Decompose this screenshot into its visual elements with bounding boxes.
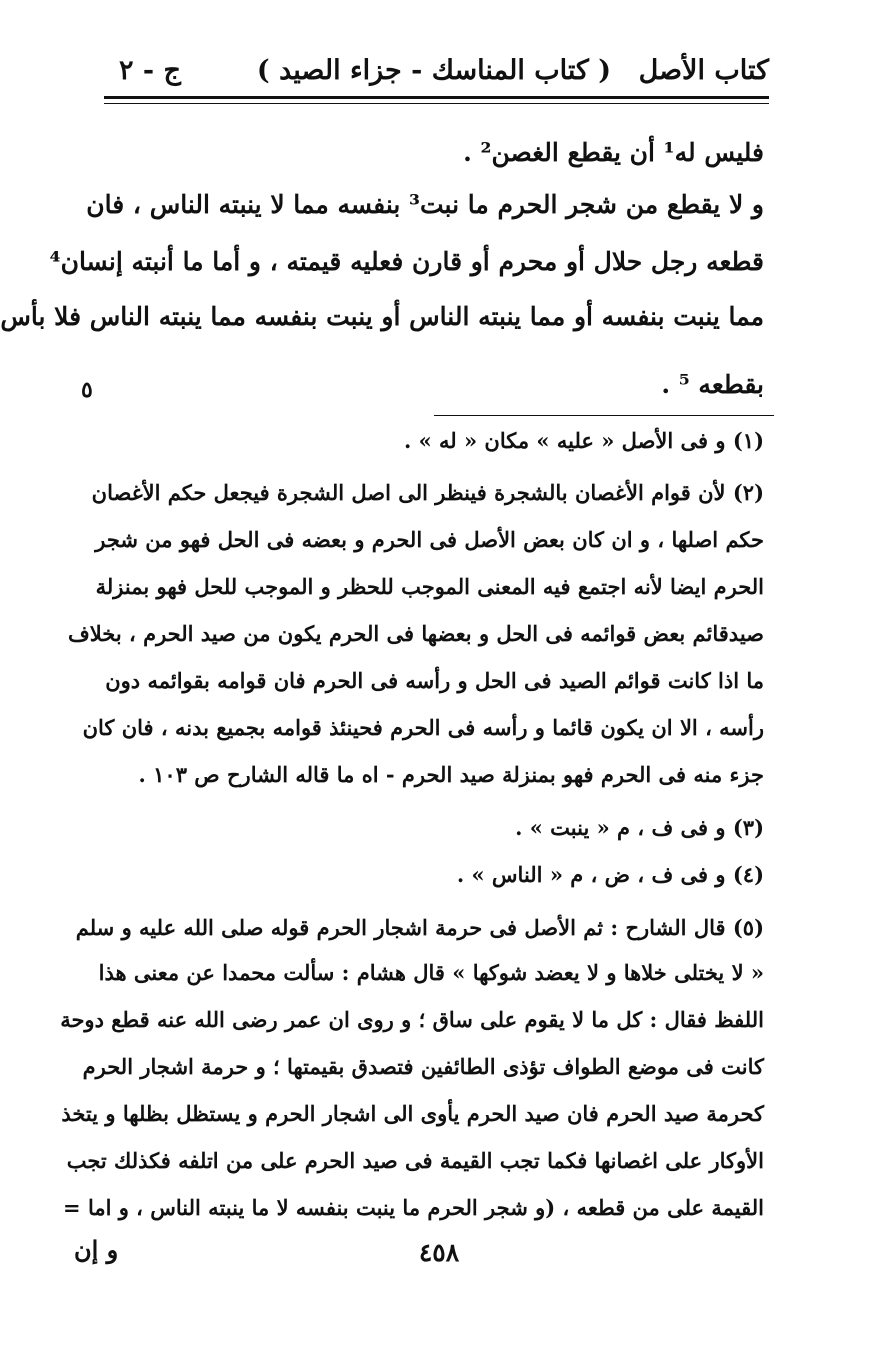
footnote-line: الحرم ايضا لأنه اجتمع فيه المعنى الموجب للحظر و الموجب للحل فهو بمنزلة	[95, 574, 764, 599]
body-line: و لا يقطع من شجر الحرم ما نبت³ بنفسه مما لا ينبته الناس ، فان	[86, 190, 764, 219]
footnote-line: (٥) قال الشارح : ثم الأصل فى حرمة اشجار الحرم قوله صلى الله عليه و سلم	[75, 915, 764, 940]
footnote-line: حكم اصلها ، و ان كان بعض الأصل فى الحرم و بعضه فى الحل فهو من شجر	[95, 527, 764, 552]
body-line: مما ينبت بنفسه أو مما ينبته الناس أو ينبت بنفسه مما ينبته الناس فلا بأس	[0, 302, 764, 331]
running-header	[99, 55, 769, 95]
body-line: بقطعه ⁵ .	[661, 370, 764, 399]
footnote-line: رأسه ، الا ان يكون قائما و رأسه فى الحرم فحينئذ قوامه بجميع بدنه ، فان كان	[82, 715, 764, 740]
footnote-line: كحرمة صيد الحرم فان صيد الحرم يأوى الى اشجار الحرم و يستظل بظلها و يتخذ	[61, 1101, 764, 1126]
catchword: و إن	[74, 1235, 119, 1264]
footnote-line: الأوكار على اغصانها فكما تجب القيمة فى صيد الحرم على من اتلفه فكذلك تجب	[66, 1148, 764, 1173]
body-line: قطعه رجل حلال أو محرم أو قارن فعليه قيمته ، و أما ما أنبته إنسان⁴	[49, 247, 764, 276]
page-number: ٤٥٨	[418, 1238, 460, 1267]
section-title: ( كتاب المناسك - جزاء الصيد )	[256, 55, 612, 86]
margin-line-number: ٥	[81, 377, 93, 403]
footnote-line: (٤) و فى ف ، ض ، م « الناس » .	[456, 862, 764, 887]
footnote-line: صيدقائم بعض قوائمه فى الحل و بعضها فى الحرم يكون من صيد الحرم ، بخلاف	[67, 621, 764, 646]
footnote-line: (٣) و فى ف ، م « ينبت » .	[515, 815, 764, 840]
volume-label: ج - ٢	[119, 55, 181, 86]
footnote-line: القيمة على من قطعه ، (و شجر الحرم ما ينبت بنفسه لا ما ينبته الناس ، و اما =	[63, 1195, 764, 1220]
book-title: كتاب الأصل	[638, 55, 769, 86]
footnote-line: « لا يختلى خلاها و لا يعضد شوكها » قال هشام : سألت محمدا عن معنى هذا	[98, 960, 764, 985]
footnote-line: (٢) لأن قوام الأغصان بالشجرة فينظر الى اصل الشجرة فيجعل حكم الأغصان	[91, 480, 764, 505]
header-rule-thick	[104, 96, 769, 99]
footnote-separator	[434, 415, 774, 416]
footnote-line: (١) و فى الأصل « عليه » مكان « له » .	[403, 428, 764, 453]
header-rule-thin	[104, 103, 769, 104]
footnote-line: اللفظ فقال : كل ما لا يقوم على ساق ؛ و روى ان عمر رضى الله عنه قطع دوحة	[60, 1007, 764, 1032]
footnote-line: ما اذا كانت قوائم الصيد فى الحل و رأسه فى الحرم فان قوامه بقوائمه دون	[105, 668, 764, 693]
body-line: فليس له¹ أن يقطع الغصن² .	[463, 138, 764, 167]
footnote-line: كانت فى موضع الطواف تؤذى الطائفين فتصدق بقيمتها ؛ و حرمة اشجار الحرم	[82, 1054, 764, 1079]
footnote-line: جزء منه فى الحرم فهو بمنزلة صيد الحرم - اه ما قاله الشارح ص ١٠٣ .	[138, 762, 764, 787]
